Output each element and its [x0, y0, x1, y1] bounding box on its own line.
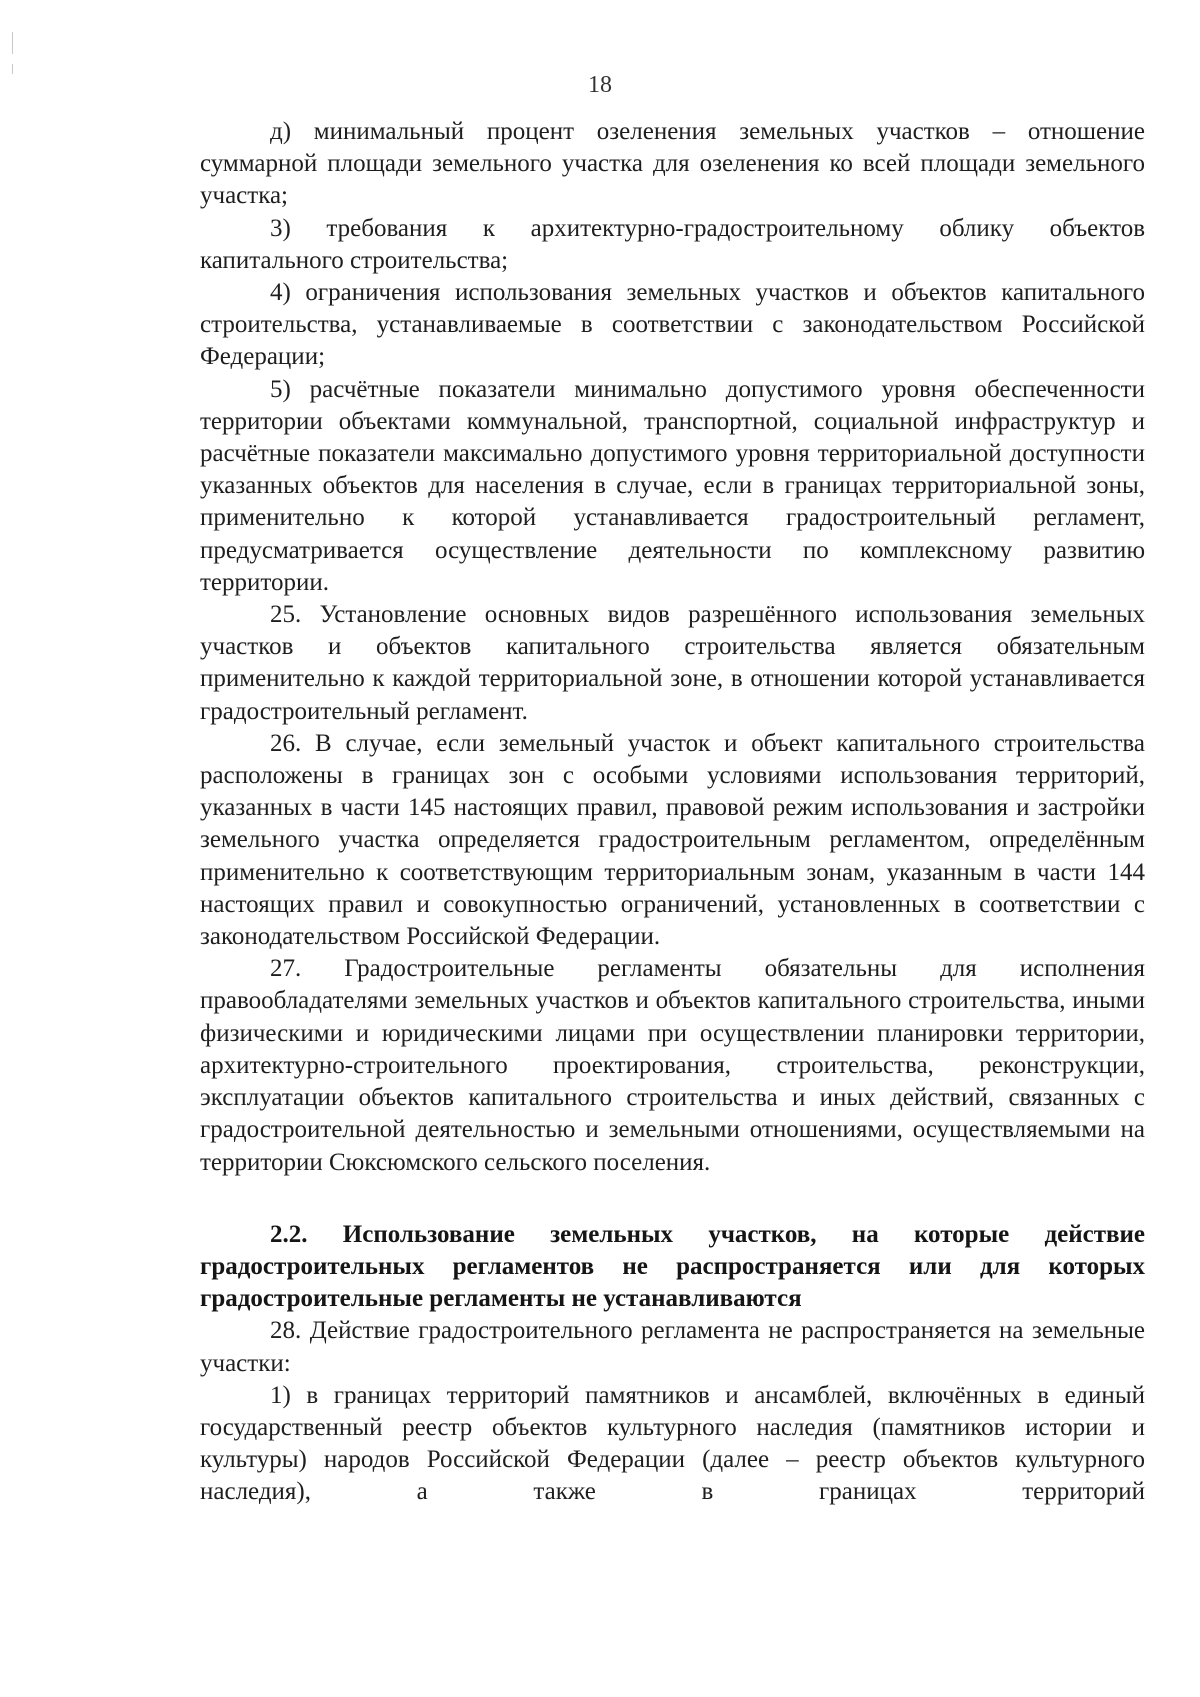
clause-27: 27. Градостроительные регламенты обязательны для исполнения правообладателями земельных участков и объектов капитального строительства, иными физическими и юридическими лицами при осуществлении планировки территории, архитектурно-строительного проектирования, строительства, реконструкции, эксплуатации объектов капитального строительства и иных действий, связанных с градостроительной деятельностью и земельными отношениями, осуществляемыми на территории Сюксюмского сельского поселения. [200, 955, 1145, 1176]
clause-26: 26. В случае, если земельный участок и объект капитального строительства расположены в границах зон с особыми условиями использования территорий, указанных в части 145 настоящих правил, правовой режим использования и застройки земельного участка определяется градостроительным регламентом, определённым применительно к соответствующим территориальным зонам, указанным в части 144 настоящих правил и совокупностью ограничений, установленных в соответствии с законодательством Российской Федерации. [200, 729, 1145, 951]
clause-28: 28. Действие градостроительного регламента не распространяется на земельные участки: [200, 1317, 1145, 1377]
list-item-3: 3) требования к архитектурно-градостроительному облику объектов капитального строительства; [200, 214, 1145, 274]
list-item-4: 4) ограничения использования земельных участков и объектов капитального строительства, устанавливаемые в соответствии с законодательством Российской Федерации; [200, 279, 1145, 371]
document-body [200, 116, 1145, 1509]
list-item-5: 5) расчётные показатели минимально допустимого уровня обеспеченности территории объектами коммунальной, транспортной, социальной инфраструктур и расчётные показатели максимально допустимого уровня территориальной доступности указанных объектов для населения в случае, если в границах территориальной зоны, применительно к которой устанавливается градостроительный регламент, предусматривается осуществление деятельности по комплексному развитию территории. [200, 375, 1145, 596]
section-heading: 2.2. Использование земельных участков, на которые действие градостроительных регламентов не распространяется или для которых градостроительные регламенты не устанавливаются [200, 1220, 1145, 1313]
clause-25: 25. Установление основных видов разрешённого использования земельных участков и объектов капитального строительства является обязательным применительно к каждой территориальной зоне, в отношении которой устанавливается градостроительный регламент. [200, 601, 1145, 725]
clause-28-item-1: 1) в границах территорий памятников и ансамблей, включённых в единый государственный реестр объектов культурного наследия (памятников истории и культуры) народов Российской Федерации (далее – реестр объектов культурного наследия), а также в границах территорий [200, 1381, 1145, 1506]
scan-artifact-mark [12, 32, 13, 54]
list-item-d: д) минимальный процент озеленения земельных участков – отношение суммарной площади земельного участка для озеленения ко всей площади земельного участка; [200, 118, 1145, 210]
page-number: 18 [588, 72, 612, 98]
